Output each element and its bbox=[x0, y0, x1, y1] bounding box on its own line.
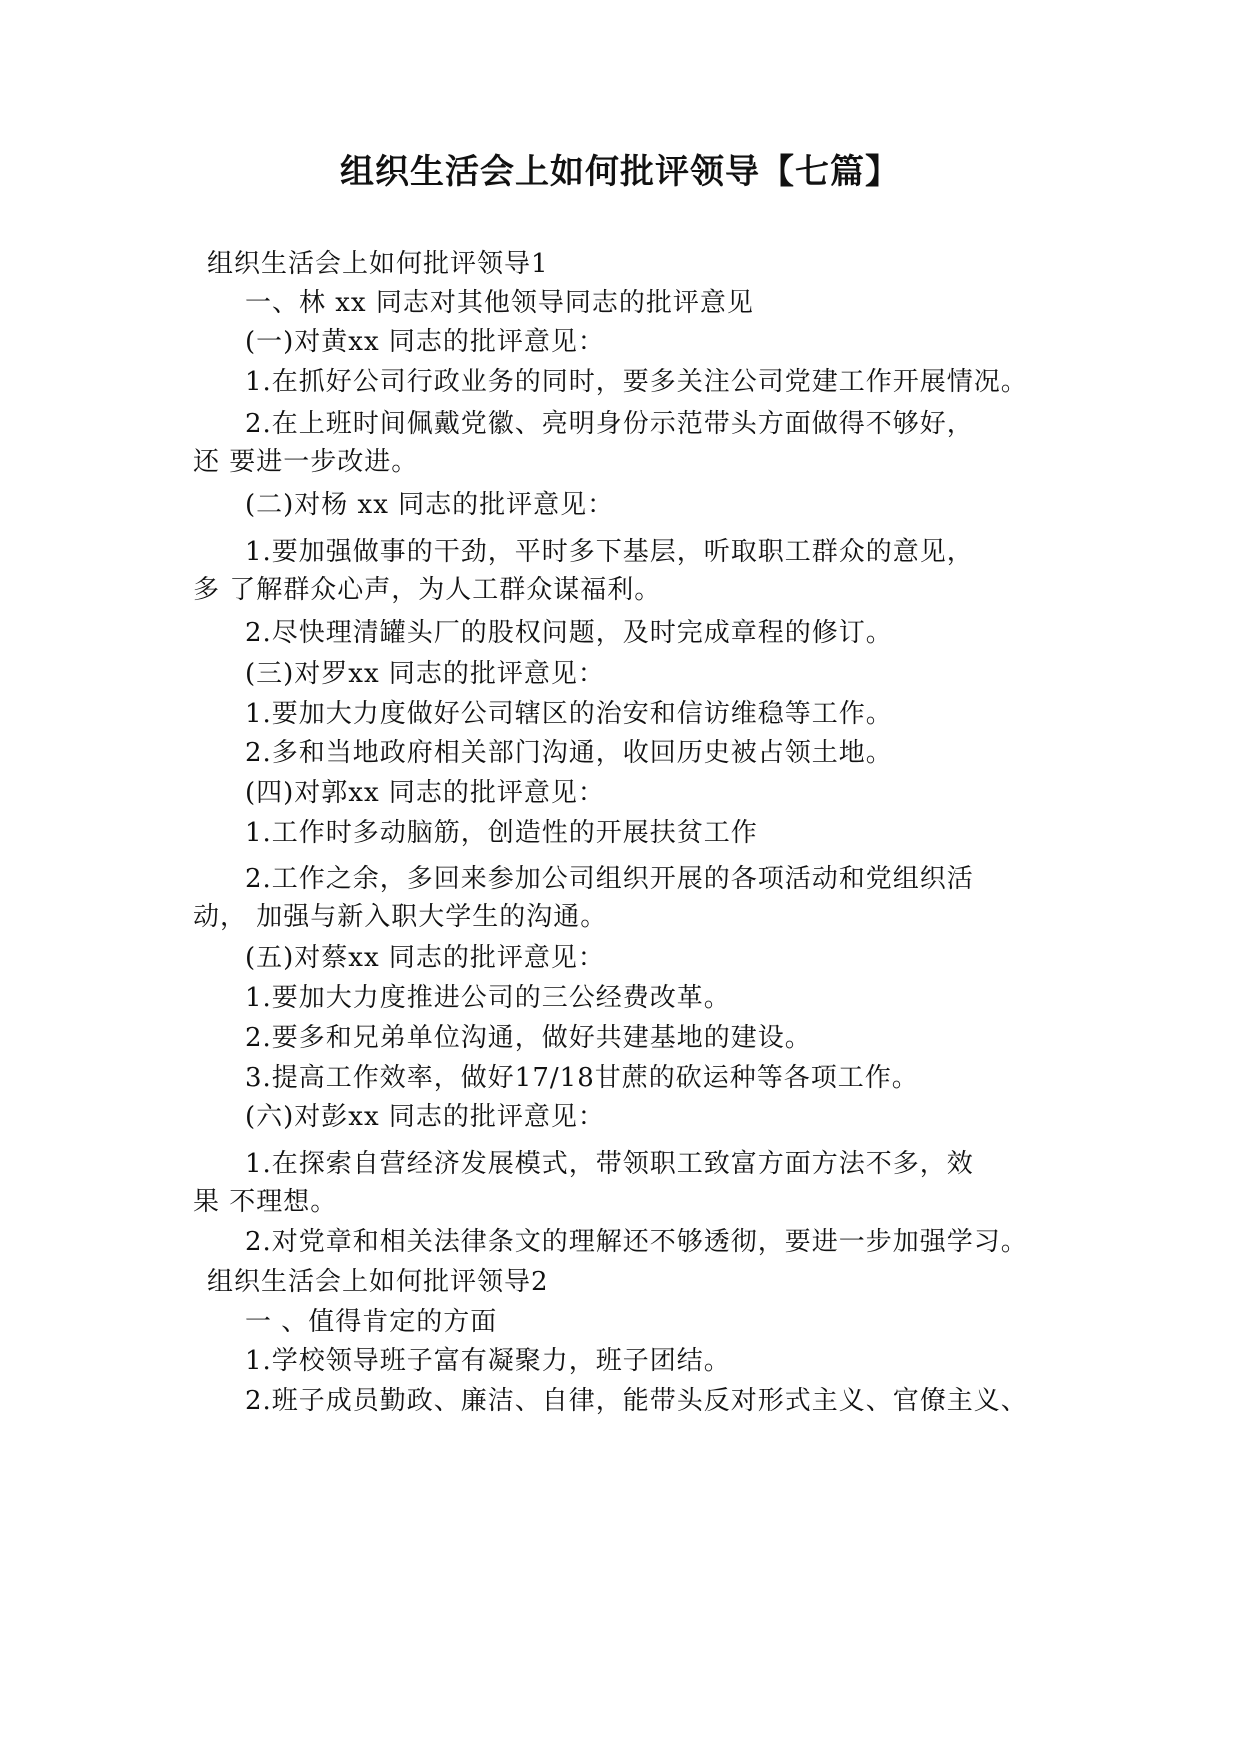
paragraph-continuation: 果 不理想。 bbox=[193, 1187, 338, 1217]
paragraph-continuation: 还 要进一步改进。 bbox=[193, 447, 419, 477]
paragraph-line: 1.要加大力度推进公司的三公经费改革。 bbox=[245, 983, 731, 1013]
section-heading-1: 组织生活会上如何批评领导1 bbox=[207, 249, 549, 279]
paragraph-line: 3.提高工作效率，做好17/18甘蔗的砍运种等各项工作。 bbox=[245, 1063, 919, 1093]
paragraph-line: 1.在抓好公司行政业务的同时，要多关注公司党建工作开展情况。 bbox=[245, 367, 1028, 397]
paragraph-line: 2.要多和兄弟单位沟通，做好共建基地的建设。 bbox=[245, 1023, 812, 1053]
sub-heading: (四)对郭xx 同志的批评意见： bbox=[245, 778, 605, 808]
sub-heading: (一)对黄xx 同志的批评意见： bbox=[245, 327, 605, 357]
paragraph-line: 2.在上班时间佩戴党徽、亮明身份示范带头方面做得不够好， bbox=[245, 409, 974, 439]
paragraph-line: 1.要加大力度做好公司辖区的治安和信访维稳等工作。 bbox=[245, 699, 893, 729]
paragraph-continuation: 动， 加强与新入职大学生的沟通。 bbox=[193, 902, 608, 932]
sub-heading: (六)对彭xx 同志的批评意见： bbox=[245, 1102, 605, 1132]
paragraph-heading: 一 、值得肯定的方面 bbox=[245, 1307, 498, 1337]
paragraph-line: 1.学校领导班子富有凝聚力，班子团结。 bbox=[245, 1346, 731, 1376]
paragraph-heading: 一、林 xx 同志对其他领导同志的批评意见 bbox=[245, 288, 754, 318]
paragraph-continuation: 多 了解群众心声，为人工群众谋福利。 bbox=[193, 575, 662, 605]
section-heading-2: 组织生活会上如何批评领导2 bbox=[207, 1267, 549, 1297]
paragraph-line: 2.对党章和相关法律条文的理解还不够透彻，要进一步加强学习。 bbox=[245, 1227, 1028, 1257]
sub-heading: (二)对杨 xx 同志的批评意见： bbox=[245, 490, 615, 520]
paragraph-line: 1.要加强做事的干劲，平时多下基层，听取职工群众的意见， bbox=[245, 537, 974, 567]
document-title: 组织生活会上如何批评领导【七篇】 bbox=[340, 152, 900, 192]
paragraph-line: 1.在探索自营经济发展模式，带领职工致富方面方法不多，效 bbox=[245, 1149, 974, 1179]
sub-heading: (五)对蔡xx 同志的批评意见： bbox=[245, 943, 605, 973]
paragraph-line: 1.工作时多动脑筋，创造性的开展扶贫工作 bbox=[245, 818, 758, 848]
paragraph-line: 2.多和当地政府相关部门沟通，收回历史被占领土地。 bbox=[245, 738, 893, 768]
paragraph-line: 2.工作之余，多回来参加公司组织开展的各项活动和党组织活 bbox=[245, 864, 974, 894]
sub-heading: (三)对罗xx 同志的批评意见： bbox=[245, 659, 605, 689]
paragraph-line: 2.班子成员勤政、廉洁、自律，能带头反对形式主义、官僚主义、 bbox=[245, 1386, 1028, 1416]
paragraph-line: 2.尽快理清罐头厂的股权问题，及时完成章程的修订。 bbox=[245, 618, 893, 648]
